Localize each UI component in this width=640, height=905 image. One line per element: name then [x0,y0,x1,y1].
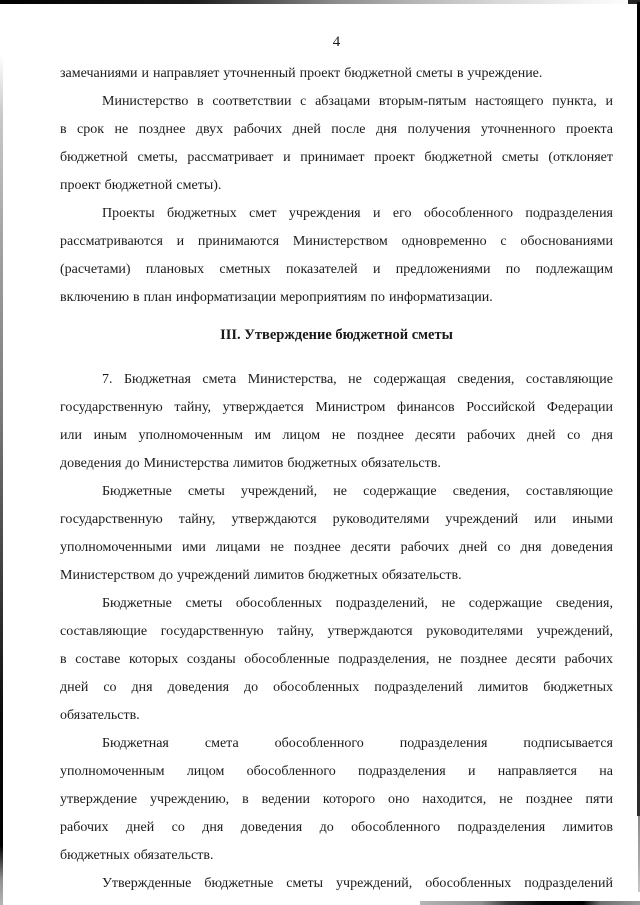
text-line: уполномоченным лицом обособленного подразделения и направляется на [60,764,613,779]
text-line: утверждение учреждению, в ведении которого оно находится, не позднее пяти [60,792,613,807]
paragraph [60,478,613,590]
text-line: в срок не позднее двух рабочих дней после дня получения уточненного проекта [60,122,613,137]
text-line: государственную тайну, утверждаются руководителями учреждений или иными [60,512,613,527]
document-text-block [60,30,613,898]
text-line: проект бюджетной сметы). [60,178,222,193]
text-line: в составе которых созданы обособленные подразделения, не позднее десяти рабочих [60,652,613,667]
text-line: (расчетами) плановых сметных показателей и предложениями по подлежащим [60,262,613,277]
paragraph [60,730,613,870]
text-line: доведения до Министерства лимитов бюджетных обязательств. [60,456,441,471]
text-line: замечаниями и направляет уточненный проект бюджетной сметы в учреждение. [60,66,543,81]
text-line: уполномоченными ими лицами не позднее десяти рабочих дней со дня доведения [60,540,613,555]
text-line: государственную тайну, утверждается Министром финансов Российской Федерации [60,400,613,415]
text-line: Бюджетная смета обособленного подразделения подписывается [102,736,613,751]
section-heading: III. Утверждение бюджетной сметы [220,327,453,343]
text-line: составляющие государственную тайну, утверждаются руководителями учреждений, [60,624,613,639]
text-line: Бюджетные сметы учреждений, не содержащие сведения, составляющие [102,484,613,499]
paragraph [60,200,613,312]
paragraph [60,88,613,200]
text-line: включению в план информатизации мероприятиям по информатизации. [60,290,493,305]
text-line: Утвержденные бюджетные сметы учреждений, обособленных подразделений [102,876,613,891]
text-line: Проекты бюджетных смет учреждения и его обособленного подразделения [102,206,613,221]
text-line: бюджетных обязательств. [60,848,214,863]
text-line: 7. Бюджетная смета Министерства, не содержащая сведения, составляющие [102,372,613,387]
scan-artifact-top-edge [0,0,640,4]
document-body [60,60,613,898]
page-number: 4 [332,34,341,50]
text-line: бюджетной сметы, рассматривает и принимает проект бюджетной сметы (отклоняет [60,150,613,165]
text-line: дней со дня доведения до обособленных подразделений лимитов бюджетных [60,680,613,695]
text-line: Министерство в соответствии с абзацами вторым-пятым настоящего пункта, и [102,94,613,109]
scan-artifact-left-edge [0,55,3,905]
paragraph [60,870,613,898]
paragraph [60,60,613,88]
text-line: Бюджетные сметы обособленных подразделений, не содержащие сведения, [102,596,613,611]
text-line: или иным уполномоченным им лицом не позднее десяти рабочих дней со дня [60,428,613,443]
text-line: Министерством до учреждений лимитов бюджетных обязательств. [60,568,462,583]
text-line: обязательств. [60,708,140,723]
text-line: рабочих дней со дня доведения до обособленного подразделения лимитов [60,820,613,835]
paragraph [60,590,613,730]
scan-artifact-bottom-edge [420,901,640,905]
paragraph [60,366,613,478]
text-line: рассматриваются и принимаются Министерством одновременно с обоснованиями [60,234,613,249]
